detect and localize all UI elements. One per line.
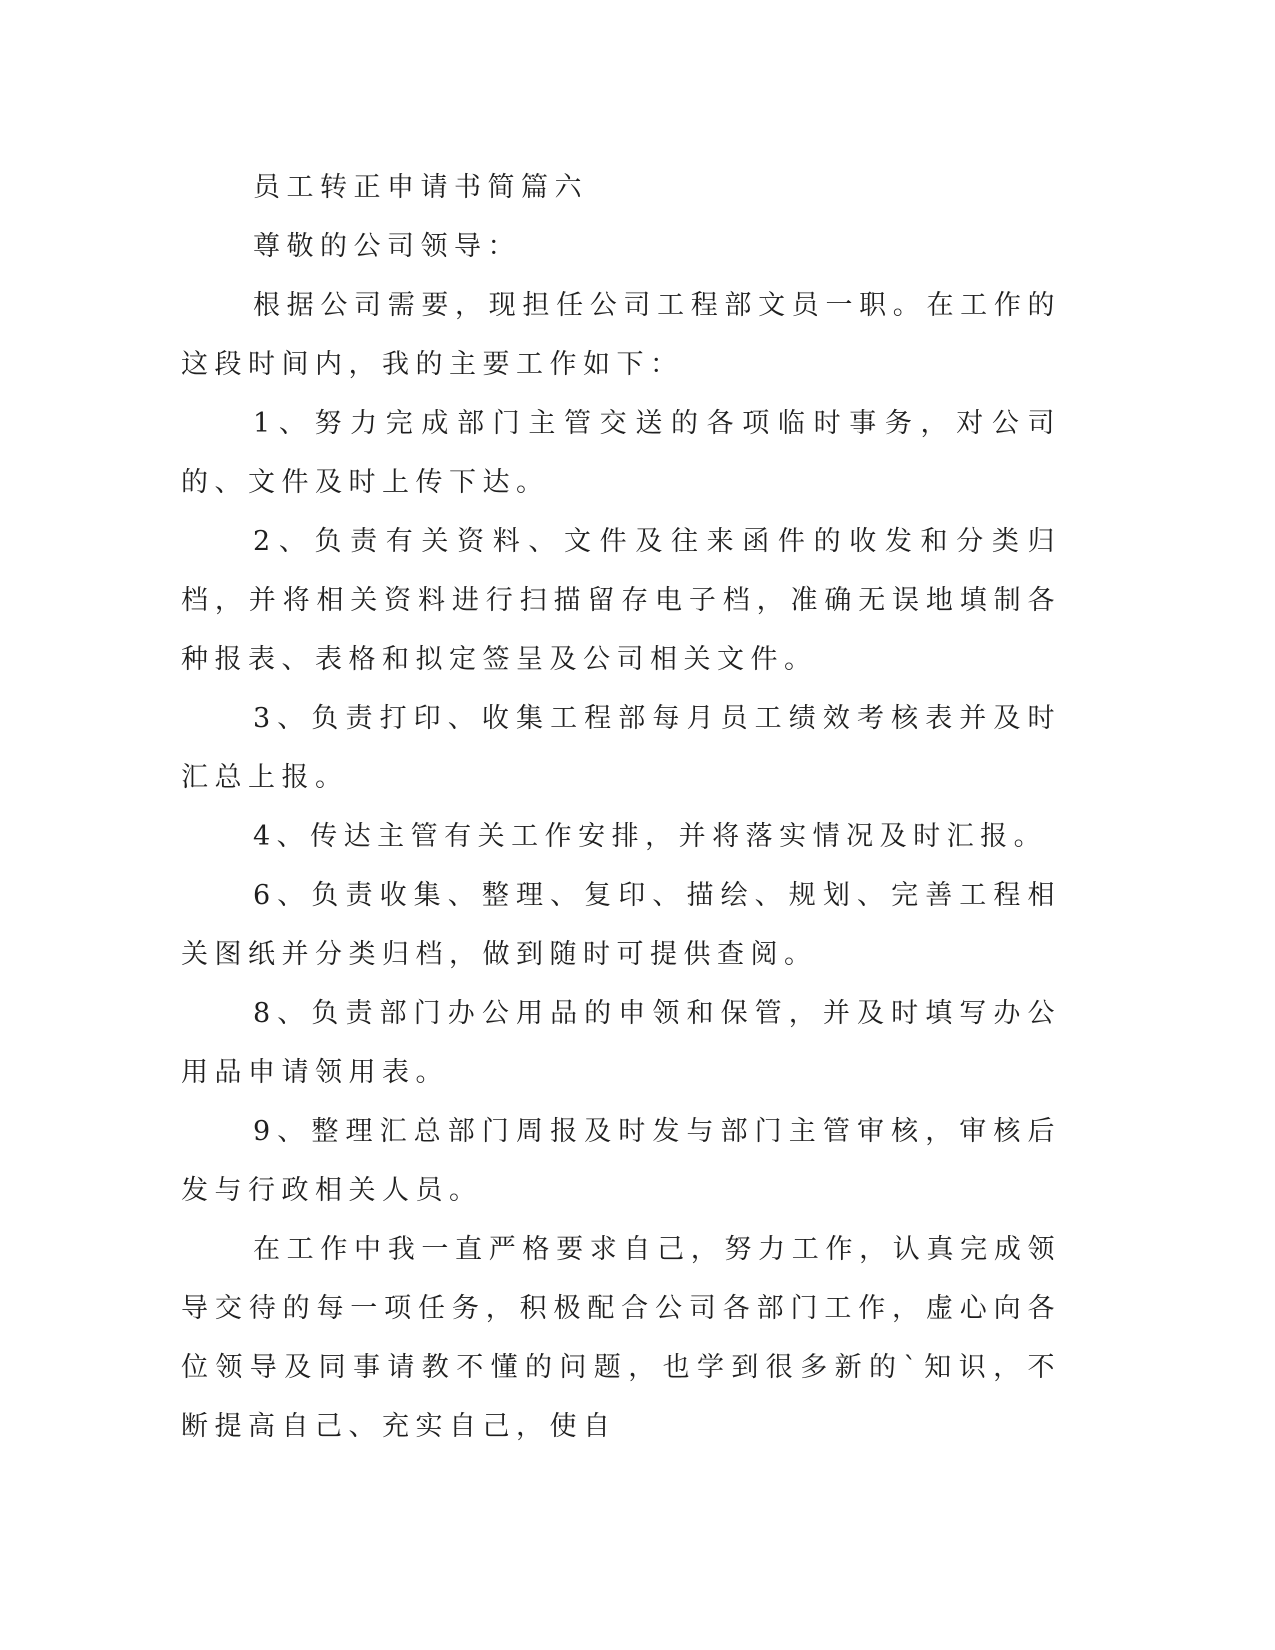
paragraph-closing: 在工作中我一直严格要求自己，努力工作，认真完成领导交待的每一项任务，积极配合公司各部门工作，虚心向各位领导及同事请教不懂的问题，也学到很多新的`知识，不断提高自己、充实自己，使自 (181, 1234, 1061, 1442)
document-title: 员工转正申请书简篇六 (253, 172, 588, 203)
paragraph-item-9: 9、整理汇总部门周报及时发与部门主管审核，审核后发与行政相关人员。 (181, 1116, 1061, 1206)
paragraph-item-6: 6、负责收集、整理、复印、描绘、规划、完善工程相关图纸并分类归档，做到随时可提供查阅。 (181, 880, 1061, 970)
paragraph-item-8: 8、负责部门办公用品的申领和保管，并及时填写办公用品申请领用表。 (181, 998, 1061, 1088)
paragraph-item-4: 4、传达主管有关工作安排，并将落实情况及时汇报。 (253, 821, 1048, 852)
paragraph-item-2: 2、负责有关资料、文件及往来函件的收发和分类归档，并将相关资料进行扫描留存电子档，准确无误地填制各种报表、表格和拟定签呈及公司相关文件。 (181, 526, 1061, 675)
paragraph-item-3: 3、负责打印、收集工程部每月员工绩效考核表并及时汇总上报。 (181, 703, 1061, 793)
paragraph-item-1: 1、努力完成部门主管交送的各项临时事务，对公司的、文件及时上传下达。 (181, 408, 1061, 498)
paragraph-intro: 根据公司需要，现担任公司工程部文员一职。在工作的这段时间内，我的主要工作如下： (181, 290, 1061, 380)
document-body (181, 158, 1061, 1456)
salutation: 尊敬的公司领导： (253, 231, 521, 262)
